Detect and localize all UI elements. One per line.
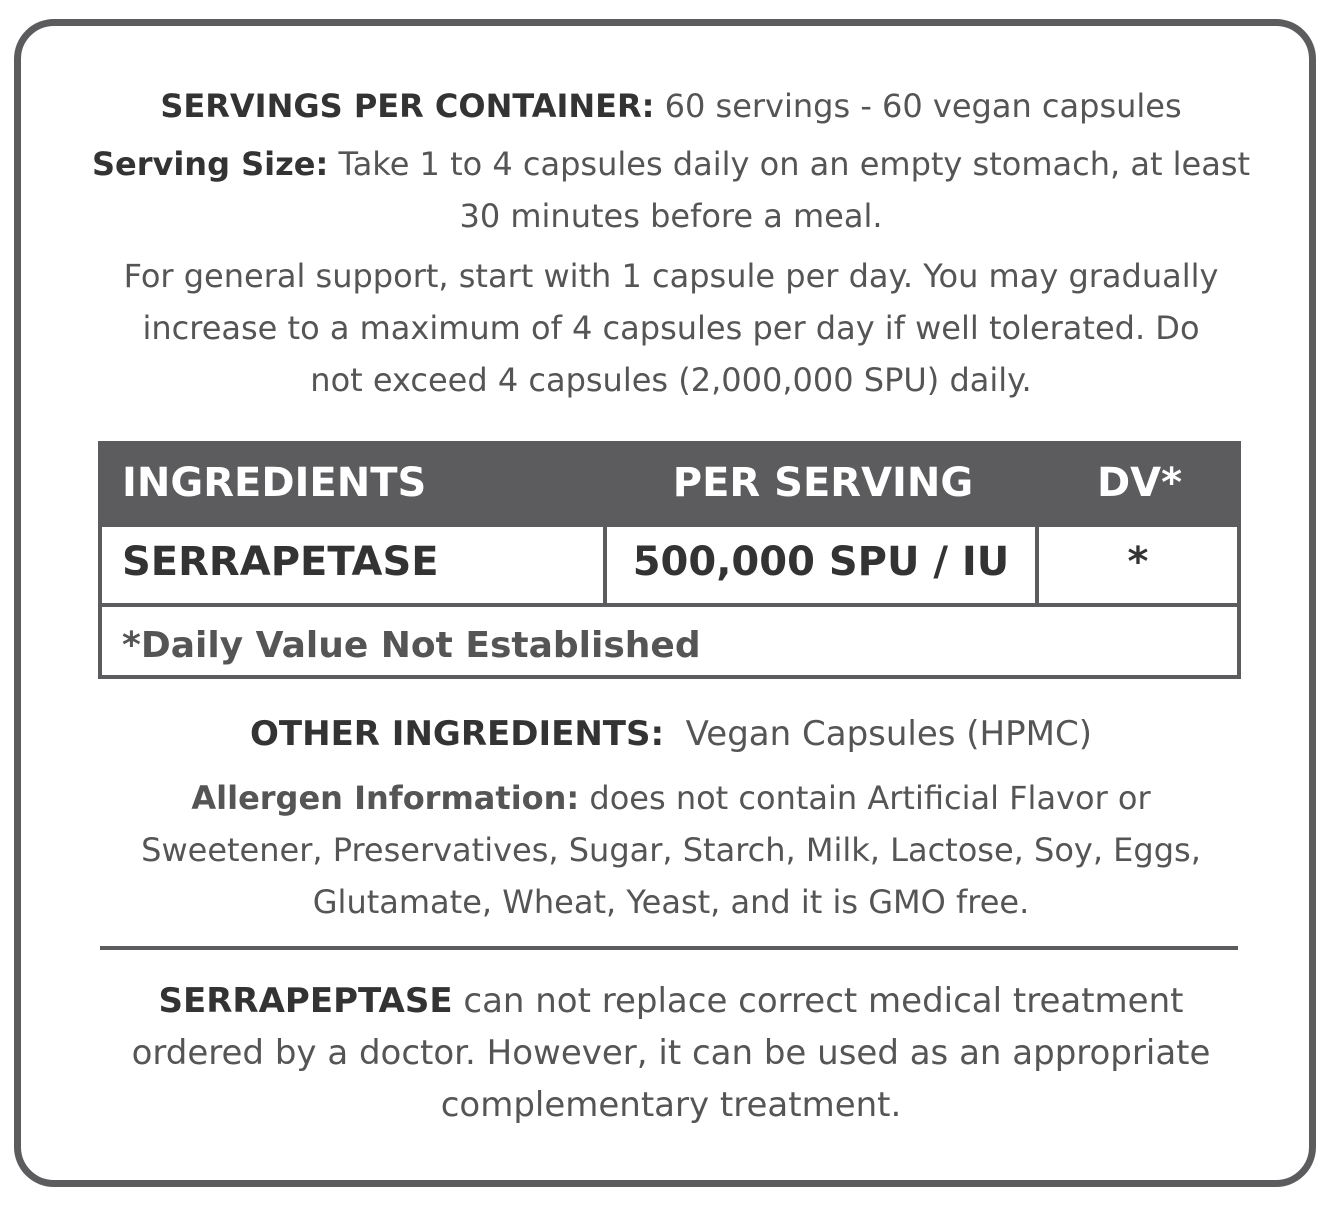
header-per-serving: PER SERVING	[672, 460, 974, 506]
general-support-text: For general support, start with 1 capsule per day. You may gradually increase to a maximum of 4 capsules per day if well tolerated. Do not exceed 4 capsules (2,000,000 SPU) daily.	[123, 257, 1219, 399]
cell-amount: 500,000 SPU / IU	[603, 527, 1039, 603]
cell-ingredient-name: SERRAPETASE	[122, 539, 439, 585]
other-ingredients	[0, 708, 1342, 760]
table-header	[102, 445, 1237, 527]
allergen-label: Allergen Information:	[191, 779, 580, 817]
servings-per-container	[0, 80, 1342, 132]
serving-size-label: Serving Size:	[91, 145, 329, 183]
header-dv: DV*	[1096, 460, 1183, 506]
section-divider	[100, 946, 1238, 950]
cell-dv: *	[1127, 539, 1149, 585]
disclaimer-label: SERRAPEPTASE	[158, 981, 453, 1021]
serving-size	[91, 138, 1251, 242]
supplement-facts-table	[98, 441, 1241, 679]
table-row	[102, 527, 1237, 607]
disclaimer	[121, 975, 1221, 1131]
daily-value-footnote: *Daily Value Not Established	[122, 625, 701, 666]
other-ingredients-label: OTHER INGREDIENTS:	[250, 714, 665, 754]
servings-label: SERVINGS PER CONTAINER:	[160, 87, 655, 125]
allergen-value: does not contain Artificial Flavor or Sweetener, Preservatives, Sugar, Starch, Milk, Lactose, Soy, Eggs, Glutamate, Wheat, Yeast, and it is GMO free.	[141, 779, 1201, 921]
allergen-information	[121, 772, 1221, 928]
serving-size-value: Take 1 to 4 capsules daily on an empty stomach, at least 30 minutes before a meal.	[328, 145, 1251, 235]
header-ingredients: INGREDIENTS	[122, 460, 427, 506]
other-ingredients-value: Vegan Capsules (HPMC)	[664, 714, 1092, 754]
servings-value: 60 servings - 60 vegan capsules	[654, 87, 1182, 125]
disclaimer-value: can not replace correct medical treatment ordered by a doctor. However, it can be used as an appropriate complementary treatment.	[131, 981, 1211, 1125]
